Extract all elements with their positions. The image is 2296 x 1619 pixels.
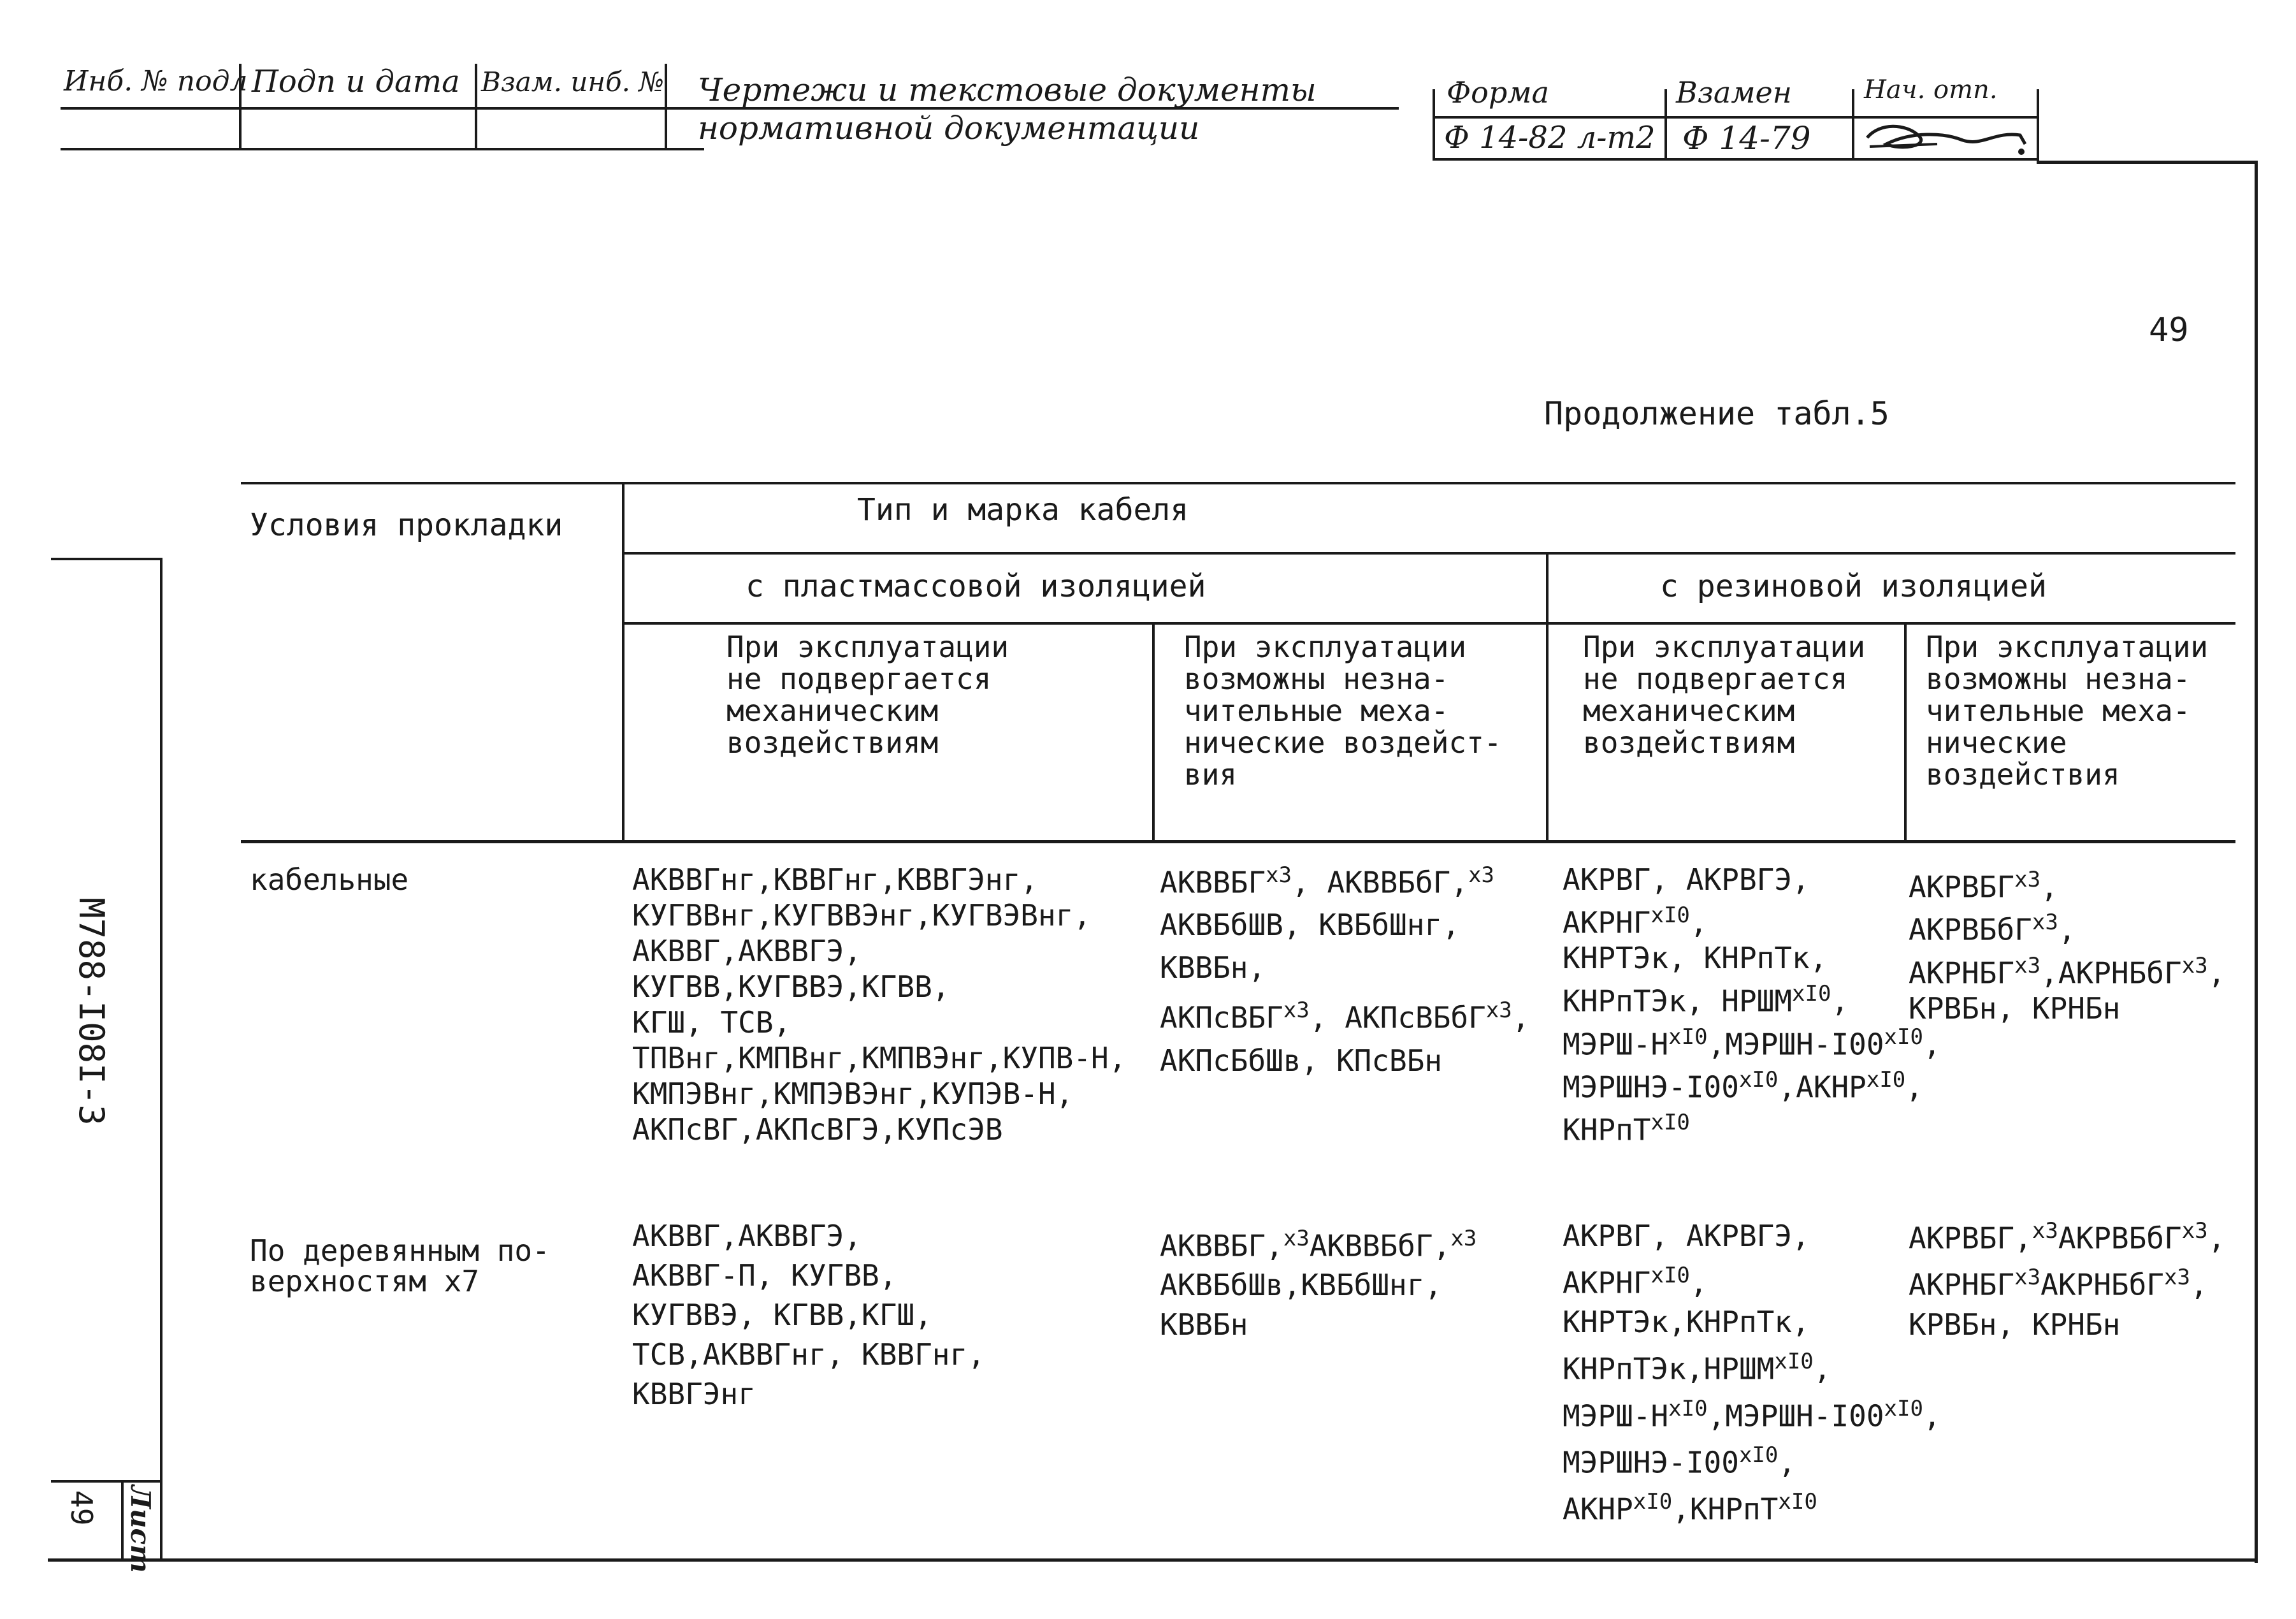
document-code: М788-I08I-3	[71, 897, 112, 1126]
stamp-sign-date: Подп и дата	[252, 64, 460, 99]
signature-icon	[1861, 119, 2033, 159]
stamp-title-line2: нормативной документации	[698, 110, 1200, 147]
cell-line: КУГВВнг,КУГВВЭнг,КУГВЭВнг,	[632, 898, 1092, 933]
cell-line: КГШ, ТСВ,	[632, 1005, 791, 1040]
sheet-number: 49	[64, 1490, 99, 1526]
cell-line: КНРпТЭк, $НРШМ^{хI0}$,	[1563, 981, 1849, 1019]
cell-line: КРВБн, КРНБн	[1909, 991, 2121, 1026]
subheader-rubber-minor-impact: При эксплуатации возможны незна- чительные меха- нические воздействия	[1926, 630, 2209, 792]
cell-row2-rubber-minor-impact	[1909, 1211, 2225, 1344]
cell-line: КНРТЭк,КНРпТк,	[1563, 1305, 1810, 1340]
cell-line: $АКВВБГ^{х3}$, АКВВБбГ,$^{х3}$	[1160, 862, 1495, 900]
stamp-form-label: Форма	[1447, 75, 1549, 110]
cell-line: $АКРВБГ^{х3}$,	[1909, 867, 2058, 904]
stamp-start-label: Нач. отп.	[1864, 75, 1998, 105]
stamp-form-value: Ф 14-82 л-т2	[1444, 120, 1656, 156]
cell-line: МЭРШНЭ-$I00^{хI0},АКНР^{хI0}$,	[1563, 1066, 1923, 1105]
header-group-plastic: с пластмассовой изоляцией	[746, 569, 1206, 604]
cell-line: $АКНР^{хI0},КНРпТ^{хI0}$	[1563, 1489, 1817, 1527]
subheader-rubber-no-impact: При эксплуатации не подвергается механическим воздействиям	[1583, 630, 1866, 760]
page-number: 49	[2149, 311, 2189, 349]
cell-line: АКРВГ, АКРВГЭ,	[1563, 862, 1810, 897]
sheet-label: Лист	[125, 1485, 156, 1573]
cell-line: КНРпТ$^{хI0}$	[1563, 1110, 1690, 1147]
cell-line: ТСВ,АКВВГнг, КВВГнг,	[632, 1337, 985, 1372]
cell-line: АКРВГ, АКРВГЭ,	[1563, 1219, 1810, 1253]
cell-line: МЭРШНЭ-$I00^{хI0}$,	[1563, 1442, 1796, 1480]
stamp-replace-value: Ф 14-79	[1682, 120, 1811, 157]
cell-line: АКВВГ,АКВВГЭ,	[632, 934, 862, 968]
cell-line: КВВГЭнг	[632, 1377, 756, 1411]
cell-line: АКРВБбГ$^{х3}$,	[1909, 910, 2076, 947]
cell-line: АКВВГ,АКВВГЭ,	[632, 1219, 862, 1253]
stamp-replace-label: Взамен	[1676, 75, 1792, 110]
cell-line: КМПЭВнг,КМПЭВЭнг,КУПЭВ-Н,	[632, 1077, 1074, 1111]
cell-line: АКВБбШВ, КВБбШнг,	[1160, 908, 1460, 943]
subheader-plastic-no-impact: При эксплуатации не подвергается механическим воздействиям	[726, 630, 1009, 760]
cell-line: $АКРНБГ^{х3}АКРНБбГ^{х3}$,	[1909, 1265, 2208, 1302]
cell-line: КУГВВ,КУГВВЭ,КГВВ,	[632, 969, 950, 1004]
cell-line: КУГВВЭ, КГВВ,КГШ,	[632, 1298, 932, 1332]
stamp-title-line1: Чертежи и текстовые документы	[698, 71, 1317, 108]
table-title: Продолжение табл.5	[1544, 395, 1889, 432]
cell-line: КВВБн	[1160, 1307, 1248, 1342]
condition-wooden-surfaces	[250, 1235, 550, 1296]
cell-line: МЭРШ-$Н^{хI0},МЭРШН-I00^{хI0}$,	[1563, 1024, 1941, 1061]
cell-line: КВВБн,	[1160, 950, 1266, 985]
stamp-replace-inv: Взам. инб. №	[481, 66, 665, 98]
cell-row1-rubber-no-impact	[1563, 862, 1941, 1148]
cell-line: АКВВБГ,$^{х3}$АКВВБбГ,$^{х3}$	[1160, 1226, 1477, 1263]
cell-line: $АКРНБГ^{х3},АКРНБбГ^{х3}$,	[1909, 952, 2226, 990]
cell-row2-plastic-minor-impact	[1160, 1219, 1477, 1344]
cell-line: верхностям х7	[250, 1264, 480, 1298]
header-group-rubber: с резиновой изоляцией	[1660, 569, 2047, 604]
cell-line: АКРВБГ,$^{х3}$АКРВБбГ$^{х3}$,	[1909, 1218, 2226, 1256]
cell-line: КНРТЭк, КНРпТк,	[1563, 941, 1828, 976]
cell-line: кабельные	[250, 862, 409, 897]
cell-line: АКВВГ-П, КУГВВ,	[632, 1258, 897, 1293]
cell-row1-plastic-minor-impact	[1160, 854, 1529, 1082]
header-conditions: Условия прокладки	[250, 507, 563, 543]
cell-line: КРВБн, КРНБн	[1909, 1307, 2121, 1342]
cell-line: По деревянным по-	[250, 1233, 550, 1268]
cell-line: МЭРШ-$Н^{хI0},МЭРШН-I00^{хI0}$,	[1563, 1395, 1941, 1433]
cell-line: АКПсВГ,АКПсВГЭ,КУПсЭВ	[632, 1112, 1003, 1147]
stamp-inv-number: Инб. № подл	[64, 65, 248, 98]
condition-cable-structures	[250, 862, 408, 897]
cell-line: $КНРпТЭк,НРШМ^{хI0}$,	[1563, 1349, 1831, 1386]
cell-row1-rubber-minor-impact	[1909, 862, 2225, 1026]
cell-line: АКПсБбШв, КПсВБн	[1160, 1043, 1443, 1078]
cell-row1-plastic-no-impact	[632, 862, 1126, 1147]
cell-line: АКВБбШв,КВБбШнг,	[1160, 1268, 1443, 1303]
header-cable-type: Тип и марка кабеля	[857, 492, 1189, 528]
cell-row2-plastic-no-impact	[632, 1216, 985, 1414]
cell-row2-rubber-no-impact	[1563, 1216, 1941, 1529]
cell-line: $АКРНГ^{хI0}$,	[1563, 1263, 1708, 1300]
cell-line: АКПсВБГ$^{х3}$, АКПсВБбГ$^{х3}$,	[1160, 998, 1530, 1035]
subheader-plastic-minor-impact: При эксплуатации возможны незна- чительные меха- нические воздейст- вия	[1184, 630, 1502, 792]
cell-line: АКВВГнг,КВВГнг,КВВГЭнг,	[632, 862, 1038, 897]
cell-line: $АКРНГ^{хI0}$,	[1563, 903, 1708, 940]
cell-line: ТПВнг,КМПВнг,КМПВЭнг,КУПВ-Н,	[632, 1041, 1127, 1075]
